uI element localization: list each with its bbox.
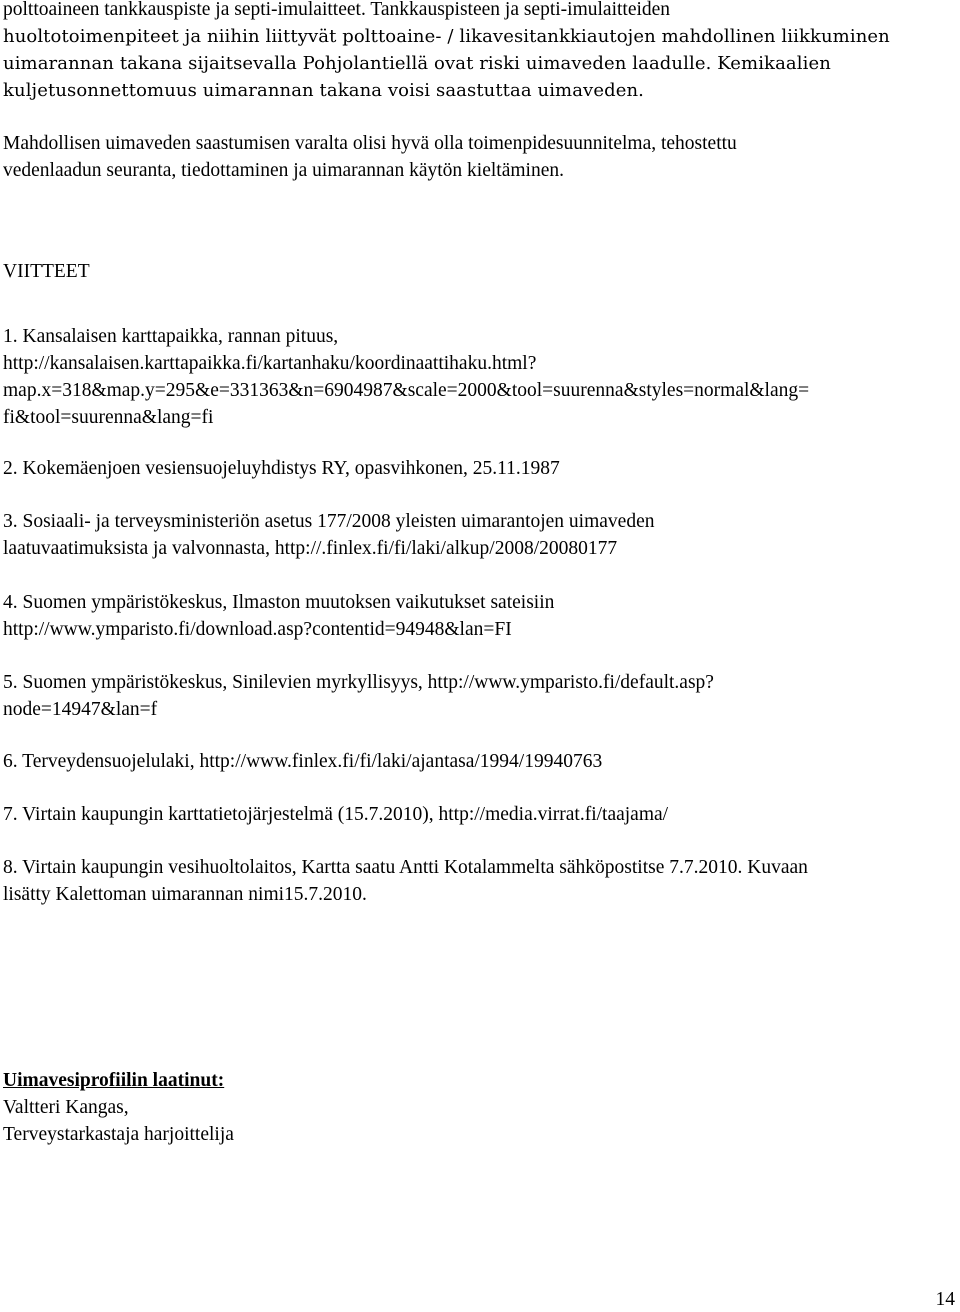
reference-line: node=14947&lan=f [3, 699, 158, 720]
page-number: 14 [935, 1289, 955, 1310]
reference-line: map.x=318&map.y=295&e=331363&n=6904987&scale=2000&tool=suurenna&styles=normal&lang= [3, 380, 810, 401]
reference-item-2 [3, 455, 957, 482]
reference-line: 6. Terveydensuojelulaki, http://www.finlex.fi/fi/laki/ajantasa/1994/19940763 [3, 751, 603, 772]
reference-item-8 [3, 854, 957, 908]
reference-line: 1. Kansalaisen karttapaikka, rannan pituus, [3, 326, 339, 347]
reference-line: http://www.ymparisto.fi/download.asp?contentid=94948&lan=FI [3, 619, 512, 640]
intro-line: kuljetusonnettomuus uimarannan takana voisi saastuttaa uimaveden. [3, 80, 644, 101]
reference-line: 4. Suomen ympäristökeskus, Ilmaston muutoksen vaikutukset sateisiin [3, 592, 555, 613]
reference-line: lisätty Kalettoman uimarannan nimi15.7.2010. [3, 884, 367, 905]
reference-item-4 [3, 589, 957, 643]
reference-line: laatuvaatimuksista ja valvonnasta, http://.finlex.fi/fi/laki/alkup/2008/20080177 [3, 538, 618, 559]
reference-line: 5. Suomen ympäristökeskus, Sinilevien myrkyllisyys, http://www.ymparisto.fi/default.asp? [3, 672, 714, 693]
author-name: Valtteri Kangas, [3, 1097, 129, 1118]
reference-line: http://kansalaisen.karttapaikka.fi/kartanhaku/koordinaattihaku.html? [3, 353, 537, 374]
reference-item-3 [3, 508, 957, 562]
references-heading: VIITTEET [3, 261, 90, 282]
author-heading: Uimavesiprofiilin laatinut: [3, 1070, 225, 1091]
reference-item-1 [3, 323, 957, 431]
reference-item-6 [3, 748, 957, 775]
reference-line: fi&tool=suurenna&lang=fi [3, 407, 214, 428]
reference-line: 3. Sosiaali- ja terveysministeriön asetus 177/2008 yleisten uimarantojen uimaveden [3, 511, 655, 532]
intro-line: polttoaineen tankkauspiste ja septi-imulaitteet. Tankkauspisteen ja septi-imulaitteiden [3, 0, 671, 20]
recommendation-line: vedenlaadun seuranta, tiedottaminen ja uimarannan käytön kieltäminen. [3, 160, 564, 181]
reference-item-7 [3, 801, 957, 828]
intro-line: huoltotoimenpiteet ja niihin liittyvät polttoaine- / likavesitankkiautojen mahdollinen liikkuminen [3, 26, 890, 47]
recommendation-line: Mahdollisen uimaveden saastumisen varalta olisi hyvä olla toimenpidesuunnitelma, tehostettu [3, 133, 737, 154]
reference-line: 8. Virtain kaupungin vesihuoltolaitos, Kartta saatu Antti Kotalammelta sähköpostitse 7.7.2010. Kuvaan [3, 857, 808, 878]
intro-line: uimarannan takana sijaitsevalla Pohjolantiellä ovat riski uimaveden laadulle. Kemikaalien [3, 53, 831, 74]
author-block [3, 1067, 957, 1148]
recommendation-paragraph [3, 130, 957, 184]
author-title: Terveystarkastaja harjoittelija [3, 1124, 234, 1145]
reference-line: 2. Kokemäenjoen vesiensuojeluyhdistys RY, opasvihkonen, 25.11.1987 [3, 458, 560, 479]
reference-line: 7. Virtain kaupungin karttatietojärjestelmä (15.7.2010), http://media.virrat.fi/taajama/ [3, 804, 669, 825]
reference-item-5 [3, 669, 957, 723]
intro-paragraph [3, 0, 957, 104]
